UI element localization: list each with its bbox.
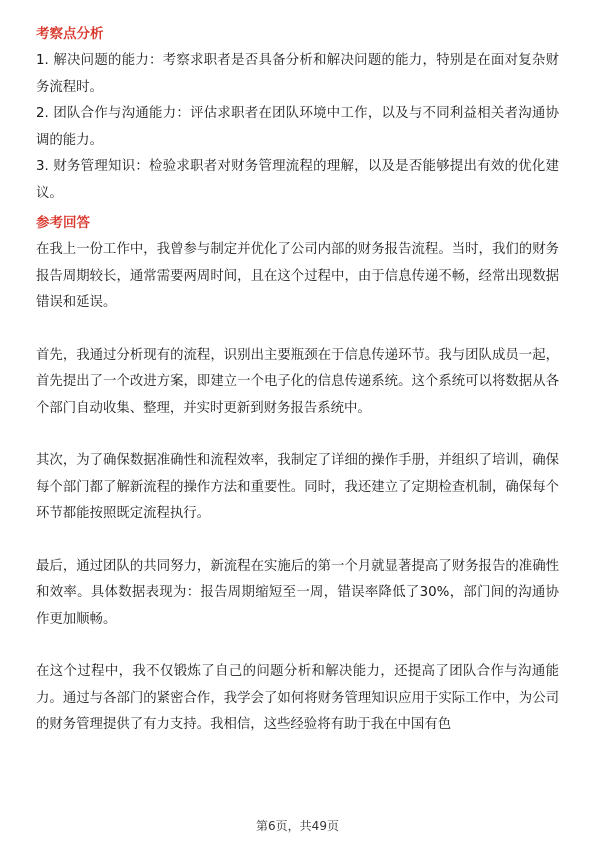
spacer (36, 422, 559, 448)
page-content (36, 24, 559, 739)
answer-paragraph-4: 最后，通过团队的共同努力，新流程在实施后的第一个月就显著提高了财务报告的准确性和效率。具体数据表现为：报告周期缩短至一周，错误率降低了30%，部门间的沟通协作更加顺畅。 (36, 558, 559, 627)
answer-paragraph-1: 在我上一份工作中，我曾参与制定并优化了公司内部的财务报告流程。当时，我们的财务报告周期较长，通常需要两周时间，且在这个过程中，由于信息传递不畅，经常出现数据错误和延误。 (36, 242, 559, 310)
analysis-item-3: 3. 财务管理知识：检验求职者对财务管理流程的理解，以及是否能够提出有效的优化建议。 (36, 159, 559, 201)
analysis-item-1: 1. 解决问题的能力：考察求职者是否具备分析和解决问题的能力，特别是在面对复杂财务流程时。 (36, 53, 559, 95)
section-title-answer: 参考回答 (36, 215, 90, 231)
analysis-item-2: 2. 团队合作与沟通能力：评估求职者在团队环境中工作，以及与不同利益相关者沟通协调的能力。 (36, 106, 559, 148)
answer-paragraph-3: 其次，为了确保数据准确性和流程效率，我制定了详细的操作手册，并组织了培训，确保每个部门都了解新流程的操作方法和重要性。同时，我还建立了定期检查机制，确保每个环节都能按照既定流程执行。 (36, 453, 559, 521)
spacer (36, 633, 559, 659)
section-title-analysis: 考察点分析 (36, 26, 104, 42)
answer-paragraph-5: 在这个过程中，我不仅锻炼了自己的问题分析和解决能力，还提高了团队合作与沟通能力。通过与各部门的紧密合作，我学会了如何将财务管理知识应用于实际工作中，为公司的财务管理提供了有力支持。我相信，这些经验将有助于我在中国有色 (36, 664, 559, 732)
spacer (36, 317, 559, 343)
answer-paragraph-2: 首先，我通过分析现有的流程，识别出主要瓶颈在于信息传递环节。我与团队成员一起，首先提出了一个改进方案，即建立一个电子化的信息传递系统。这个系统可以将数据从各个部门自动收集、整理，并实时更新到财务报告系统中。 (36, 347, 559, 416)
page-number: 第6页，共49页 (256, 819, 339, 833)
spacer (36, 528, 559, 554)
